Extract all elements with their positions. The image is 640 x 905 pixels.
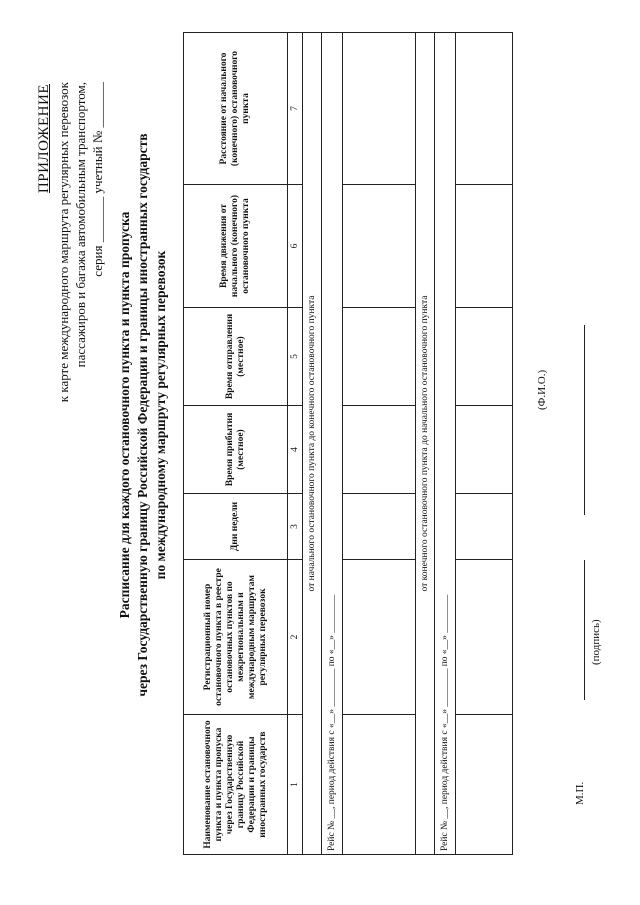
- appendix-title: ПРИЛОЖЕНИЕ: [36, 84, 52, 194]
- name-line: [570, 325, 585, 515]
- col-number: 5: [288, 308, 303, 406]
- table-cell: [343, 185, 416, 308]
- header-travel-time: Время движения от начального (конечного) остановочного пункта: [184, 185, 288, 308]
- section-forward-row: [303, 33, 322, 855]
- stamp-label: М.П.: [574, 781, 586, 805]
- table-cell: [343, 308, 416, 406]
- header-row: [184, 33, 288, 855]
- schedule-title-3: по международному маршруту регулярных перевозок: [153, 250, 168, 580]
- signature-line: [570, 560, 585, 700]
- table-cell: [456, 33, 513, 185]
- table-row: [343, 33, 416, 855]
- section-backward: от конечного остановочного пункта до начального остановочного пункта: [416, 33, 435, 855]
- table-cell: [456, 494, 513, 560]
- table-cell: [456, 406, 513, 494]
- appendix-line-1: к карте международного маршрута регулярных перевозок: [56, 82, 71, 403]
- trip-backward-row: [435, 33, 456, 855]
- col-number: 4: [288, 406, 303, 494]
- name-label: (Ф.И.О.): [536, 369, 548, 410]
- schedule-title-1: Расписание для каждого остановочного пункта и пункта пропуска: [117, 211, 132, 619]
- table-cell: [343, 33, 416, 185]
- col-number: 1: [288, 715, 303, 855]
- section-forward: от начального остановочного пункта до конечного остановочного пункта: [303, 33, 322, 855]
- number-row: [288, 33, 303, 855]
- trip-forward-row: [322, 33, 343, 855]
- header-distance: Расстояние от начального (конечного) остановочного пункта: [184, 33, 288, 185]
- table-cell: [456, 715, 513, 855]
- trip-backward: Рейс № __, период действия с «__» ________ по «__» ________: [435, 33, 456, 855]
- header-reg-number: Регистрационный номер остановочного пункта в реестре остановочных пунктов по межрегиональным и международным маршрутам регулярных перевозок: [184, 560, 288, 715]
- header-weekdays: Дни недели: [184, 494, 288, 560]
- schedule-table: [183, 32, 513, 855]
- table-cell: [343, 494, 416, 560]
- header-arrival: Время прибытия (местное): [184, 406, 288, 494]
- table-cell: [456, 560, 513, 715]
- table-cell: [456, 308, 513, 406]
- col-number: 6: [288, 185, 303, 308]
- section-backward-row: [416, 33, 435, 855]
- header-stop-name: Наименование остановочного пункта и пункта пропуска через Государственную границу Российской Федерации и границы иностранных государств: [184, 715, 288, 855]
- signature-label: (подпись): [590, 619, 602, 665]
- col-number: 7: [288, 33, 303, 185]
- trip-forward: Рейс № __, период действия с «__» ________ по «__» ________: [322, 33, 343, 855]
- table-row: [456, 33, 513, 855]
- table-cell: [343, 406, 416, 494]
- table-cell: [343, 560, 416, 715]
- col-number: 3: [288, 494, 303, 560]
- table-cell: [343, 715, 416, 855]
- schedule-title-2: через Государственную границу Российской Федерации и границы иностранных государств: [135, 133, 150, 697]
- header-departure: Время отправления (местное): [184, 308, 288, 406]
- appendix-line-3: серия _______ учетный № _______: [90, 82, 105, 277]
- col-number: 2: [288, 560, 303, 715]
- table-cell: [456, 185, 513, 308]
- appendix-line-2: пассажиров и багажа автомобильным транспортом,: [73, 82, 88, 368]
